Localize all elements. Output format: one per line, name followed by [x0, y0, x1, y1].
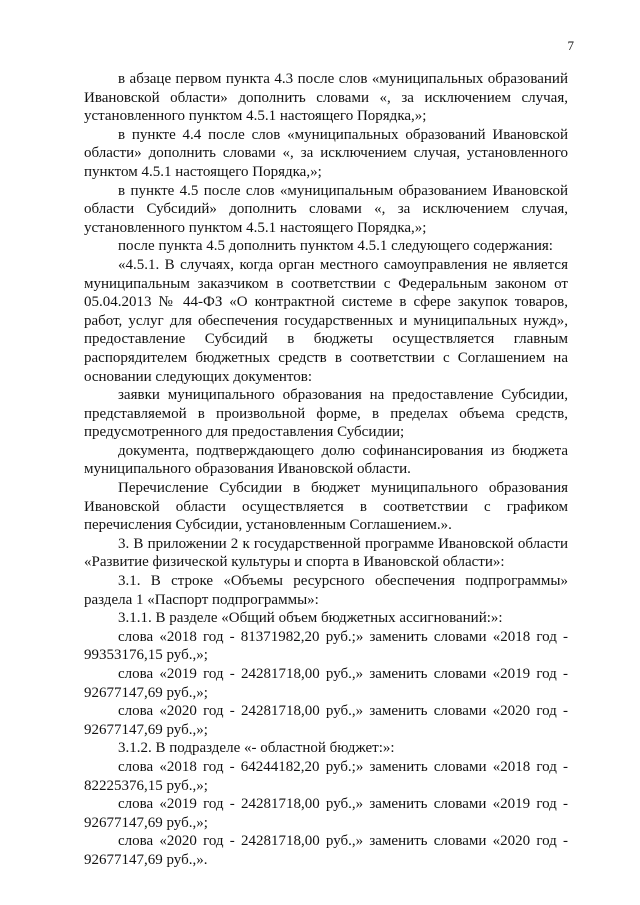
paragraph: заявки муниципального образования на предоставление Субсидии, представляемой в произвольной форме, в пределах объема средств, предусмотренного для предоставления Субсидии;	[84, 387, 568, 441]
paragraph: в абзаце первом пункта 4.3 после слов «муниципальных образований Ивановской области» дополнить словами «, за исключением случая, установленного пунктом 4.5.1 настоящего Порядка,»;	[84, 71, 568, 125]
paragraph: 3. В приложении 2 к государственной программе Ивановской области «Развитие физической культуры и спорта в Ивановской области»:	[84, 535, 568, 571]
paragraph: слова «2018 год - 81371982,20 руб.;» заменить словами «2018 год - 99353176,15 руб.,»;	[84, 628, 568, 664]
paragraph: 3.1.1. В разделе «Общий объем бюджетных ассигнований:»:	[118, 610, 503, 627]
paragraph: слова «2020 год - 24281718,00 руб.,» заменить словами «2020 год - 92677147,69 руб.,».	[84, 833, 568, 868]
paragraph: слова «2020 год - 24281718,00 руб.,» заменить словами «2020 год - 92677147,69 руб.,»;	[84, 703, 568, 738]
paragraph: в пункте 4.4 после слов «муниципальных образований Ивановской области» дополнить словами «, за исключением случая, установленного пунктом 4.5.1 настоящего Порядка,»;	[84, 126, 568, 180]
paragraph: слова «2018 год - 64244182,20 руб.;» заменить словами «2018 год - 82225376,15 руб.,»;	[84, 758, 568, 794]
paragraph: слова «2019 год - 24281718,00 руб.,» заменить словами «2019 год - 92677147,69 руб.,»;	[84, 796, 568, 831]
paragraph: «4.5.1. В случаях, когда орган местного самоуправления не является муниципальным заказчиком в соответствии с Федеральным законом от 05.04.2013 № 44-ФЗ «О контрактной системе в сфере закупок товаров, работ, услуг для обеспечения государственных и муниципальных нужд», предоставление Субсидий в бюджеты осуществляется главным распорядителем бюджетных средств в соответствии с Соглашением на основании следующих документов:	[84, 256, 568, 385]
paragraph: 3.1. В строке «Объемы ресурсного обеспечения подпрограммы» раздела 1 «Паспорт подпрограммы»:	[84, 573, 568, 608]
paragraph: 3.1.2. В подразделе «- областной бюджет:»:	[118, 740, 395, 757]
paragraph: Перечисление Субсидии в бюджет муниципального образования Ивановской области осуществляется в соответствии с графиком перечисления Субсидии, установленным Соглашением.».	[84, 480, 568, 534]
paragraph: слова «2019 год - 24281718,00 руб.,» заменить словами «2019 год - 92677147,69 руб.,»;	[84, 666, 568, 701]
paragraph: документа, подтверждающего долю софинансирования из бюджета муниципального образования Ивановской области.	[84, 442, 568, 478]
paragraph: в пункте 4.5 после слов «муниципальным образованием Ивановской области Субсидий» дополнить словами «, за исключением случая, установленного пунктом 4.5.1 настоящего Порядка,»;	[84, 182, 568, 236]
paragraph: после пункта 4.5 дополнить пунктом 4.5.1 следующего содержания:	[118, 238, 553, 255]
document-body	[84, 70, 568, 870]
page-number: 7	[567, 38, 574, 53]
